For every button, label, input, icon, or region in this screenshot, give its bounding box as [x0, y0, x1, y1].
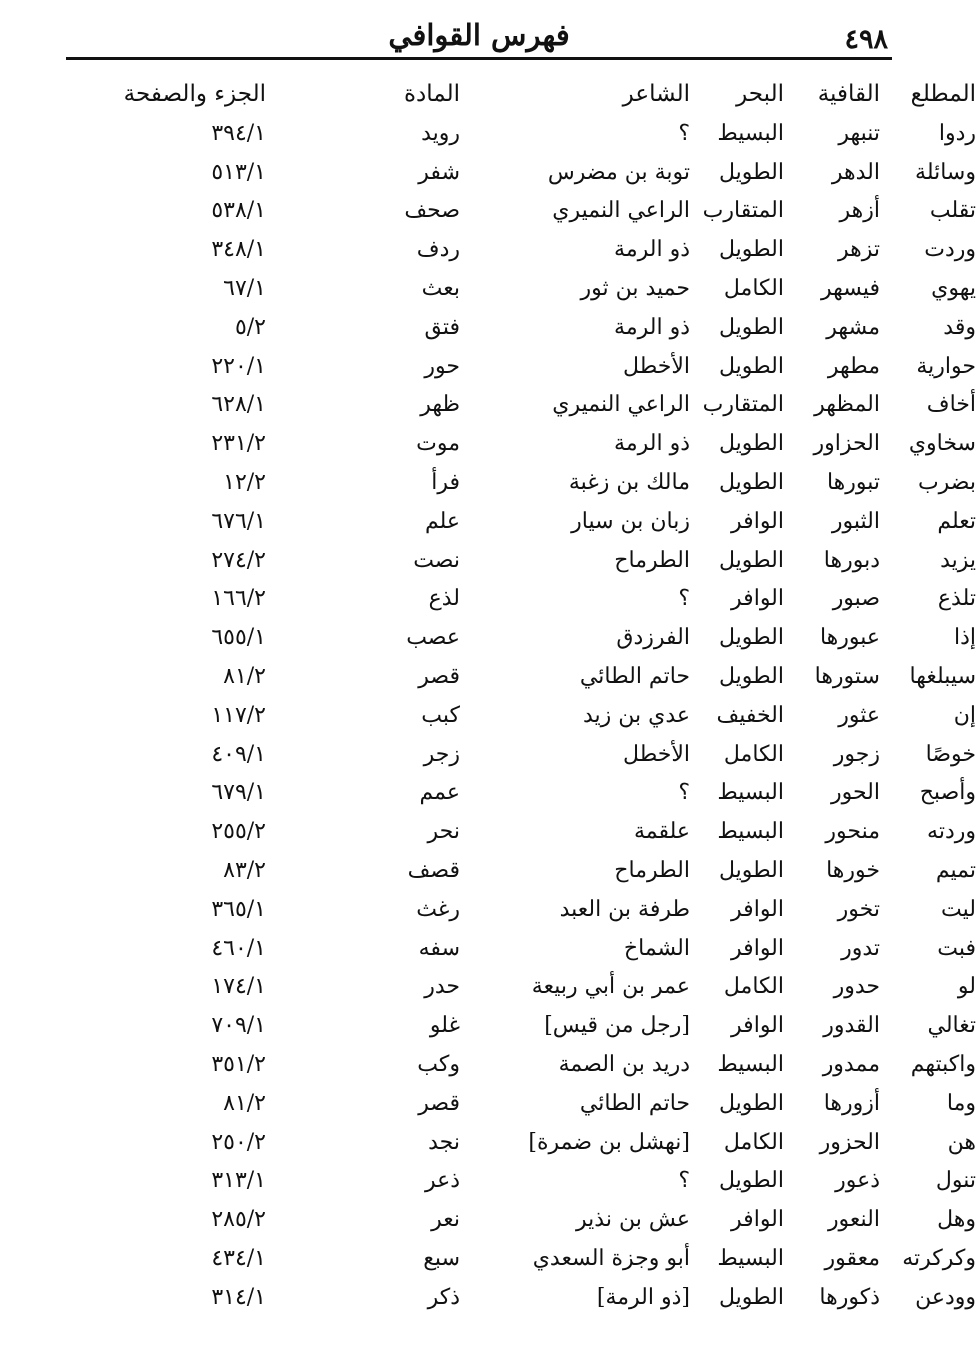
volume-page-cell: ٣٤٨/١	[211, 237, 266, 263]
volume-page-cell: ٦٧٦/١	[211, 508, 266, 534]
volume-page-cell: ١١٧/٢	[211, 702, 266, 728]
volume-page-cell: ٢٧٤/٢	[211, 547, 266, 573]
volume-page-cell: ٣١٤/١	[211, 1284, 266, 1310]
meter-cell: الطويل	[718, 470, 784, 496]
volume-page-cell: ٣٥١/٢	[211, 1052, 266, 1078]
root-cell: موت	[416, 431, 460, 457]
rhyme-cell: زجور	[833, 741, 880, 767]
rhyme-cell: خورها	[826, 858, 880, 884]
root-cell: عمم	[419, 780, 460, 806]
root-cell: ذعر	[424, 1168, 460, 1194]
table-row	[66, 696, 976, 735]
opening-cell: بضرب	[917, 470, 976, 496]
opening-cell: تعلم	[937, 508, 976, 534]
root-cell: صحف	[404, 198, 460, 224]
poet-cell: مالك بن زغبة	[568, 470, 690, 496]
volume-page-cell: ٨٣/٢	[223, 858, 266, 884]
header-rule	[66, 57, 892, 60]
poet-cell: ؟	[678, 780, 690, 806]
opening-cell: تغالي	[927, 1013, 976, 1039]
table-row	[66, 1200, 976, 1239]
meter-cell: الوافر	[731, 935, 784, 961]
rhyme-cell: أزهر	[839, 198, 880, 224]
table-row	[66, 890, 976, 929]
table-row	[66, 580, 976, 619]
rhyme-cell: معقور	[824, 1246, 880, 1271]
poet-cell: حاتم الطائي	[579, 1090, 690, 1116]
volume-page-cell: ٦٧٩/١	[211, 780, 266, 806]
root-cell: نعر	[431, 1207, 460, 1233]
poet-cell: الراعي النميري	[552, 198, 690, 224]
opening-cell: وقد	[943, 314, 976, 340]
root-cell: عصب	[406, 625, 460, 651]
meter-cell: المتقارب	[702, 392, 784, 418]
meter-cell: الطويل	[718, 431, 784, 457]
opening-cell: ليت	[941, 896, 976, 922]
table-row	[66, 735, 976, 774]
meter-cell: الطويل	[718, 237, 784, 263]
meter-cell: البسيط	[717, 780, 784, 806]
root-cell: فرأ	[431, 470, 460, 496]
table-row	[66, 774, 976, 813]
opening-cell: تقلب	[929, 198, 976, 224]
meter-cell: الكامل	[723, 974, 784, 1000]
column-header-opening: المطلع	[910, 81, 976, 107]
opening-cell: تنول	[935, 1168, 976, 1194]
root-cell: ظهر	[420, 392, 460, 418]
opening-cell: وسائلة	[915, 159, 976, 185]
page-header	[66, 14, 892, 60]
meter-cell: الكامل	[723, 1129, 784, 1155]
meter-cell: الوافر	[731, 896, 784, 922]
volume-page-cell: ٥/٢	[234, 314, 266, 340]
root-cell: فتق	[424, 314, 460, 340]
table-row	[66, 1084, 976, 1123]
root-cell: قصف	[407, 858, 460, 884]
rhyme-cell: الثبور	[831, 508, 880, 534]
rhyme-cell: المظهر	[814, 392, 880, 418]
table-row	[66, 1006, 976, 1045]
rhyme-cell: النعور	[827, 1207, 880, 1233]
opening-cell: لو	[957, 974, 976, 1000]
rhyme-cell: فيسهر	[820, 276, 880, 302]
poet-cell: الأخطل	[623, 353, 690, 379]
rhyme-cell: تبورها	[826, 470, 880, 496]
opening-cell: حوارية	[916, 353, 976, 379]
poet-cell: [نهشل بن ضمرة]	[528, 1129, 690, 1155]
opening-cell: ردوا	[938, 120, 976, 146]
poet-cell: حاتم الطائي	[579, 664, 690, 690]
meter-cell: المتقارب	[702, 198, 784, 224]
rhyme-cell: الحور	[830, 780, 880, 806]
opening-cell: وهل	[937, 1207, 976, 1233]
opening-cell: يهوي	[931, 276, 976, 302]
rhyme-cell: منحور	[825, 819, 880, 845]
opening-cell: أخاف	[926, 392, 976, 418]
volume-page-cell: ٢٨٥/٢	[211, 1207, 266, 1233]
table-row	[66, 657, 976, 696]
opening-cell: وردته	[927, 819, 976, 845]
volume-page-cell: ٦٥٥/١	[211, 625, 266, 651]
table-row	[66, 541, 976, 580]
meter-cell: الخفيف	[716, 702, 784, 728]
meter-cell: الكامل	[723, 741, 784, 767]
meter-cell: الطويل	[718, 1168, 784, 1194]
meter-cell: الوافر	[731, 1013, 784, 1039]
table-row	[66, 308, 976, 347]
column-header-root: المادة	[404, 81, 460, 107]
rhyme-cell: عثور	[838, 702, 880, 728]
root-cell: نصت	[413, 547, 460, 573]
table-row	[66, 347, 976, 386]
opening-cell: وكركرته	[902, 1246, 976, 1271]
poet-cell: حميد بن ثور	[580, 276, 690, 302]
volume-page-cell: ٥١٣/١	[211, 159, 266, 185]
root-cell: سفه	[418, 935, 460, 961]
root-cell: زجر	[423, 741, 460, 767]
opening-cell: واكبتهم	[910, 1052, 976, 1078]
rhyme-cell: مشهر	[826, 314, 880, 340]
rhyme-cell: عبورها	[819, 625, 880, 651]
column-header-volume-page: الجزء والصفحة	[123, 81, 266, 107]
table-row	[66, 1123, 976, 1162]
table-row	[66, 269, 976, 308]
opening-cell: إذا	[953, 625, 976, 651]
root-cell: حدر	[424, 974, 460, 1000]
opening-cell: سيبلغها	[909, 664, 976, 690]
volume-page-cell: ١٦٦/٢	[211, 586, 266, 612]
poet-cell: الراعي النميري	[552, 392, 690, 418]
table-row	[66, 463, 976, 502]
rhyme-cell: ممدور	[822, 1052, 880, 1078]
meter-cell: الطويل	[718, 353, 784, 379]
opening-cell: إن	[953, 702, 976, 728]
poet-cell: [ذو الرمة]	[596, 1284, 690, 1310]
volume-page-cell: ٦٢٨/١	[211, 392, 266, 418]
rhyme-cell: تخور	[837, 896, 880, 922]
table-row	[66, 230, 976, 269]
root-cell: ذكر	[427, 1284, 460, 1310]
root-cell: قصر	[418, 664, 460, 690]
rhyme-cell: صبور	[832, 586, 880, 612]
meter-cell: البسيط	[717, 819, 784, 845]
opening-cell: وما	[946, 1090, 976, 1116]
rhyme-cell: القدور	[823, 1013, 880, 1039]
meter-cell: الطويل	[718, 547, 784, 573]
poet-cell: دريد بن الصمة	[558, 1052, 690, 1078]
column-header-rhyme: القافية	[817, 81, 880, 107]
table-row	[66, 851, 976, 890]
poet-cell: ؟	[678, 1168, 690, 1194]
opening-cell: وردت	[924, 237, 976, 263]
opening-cell: تميم	[935, 858, 976, 884]
table-row	[66, 1045, 976, 1084]
rhyme-cell: ذكورها	[819, 1284, 880, 1310]
poet-cell: ذو الرمة	[614, 314, 690, 340]
table-header-row	[66, 74, 976, 114]
rhyme-cell: تنبهر	[838, 120, 880, 146]
root-cell: نحر	[427, 819, 460, 845]
poet-cell: ؟	[678, 120, 690, 146]
root-cell: سبع	[423, 1246, 460, 1271]
volume-page-cell: ٧٠٩/١	[211, 1013, 266, 1039]
poet-cell: ؟	[678, 586, 690, 612]
volume-page-cell: ٤٦٠/١	[211, 935, 266, 961]
root-cell: رغث	[416, 896, 460, 922]
rhyme-cell: الحزاور	[813, 431, 880, 457]
volume-page-cell: ١٢/٢	[223, 470, 266, 496]
rhyme-cell: مطهر	[827, 353, 880, 379]
poet-cell: [رجل من قيس]	[544, 1013, 690, 1039]
root-cell: نجد	[428, 1129, 460, 1155]
running-title: فهرس القوافي	[388, 18, 570, 52]
meter-cell: الوافر	[731, 1207, 784, 1233]
rhyme-cell: ذعور	[835, 1168, 880, 1194]
root-cell: كبب	[421, 702, 460, 728]
table-row	[66, 1162, 976, 1201]
volume-page-cell: ٢٢٠/١	[211, 353, 266, 379]
poet-cell: توبة بن مضرس	[547, 159, 690, 185]
table-row	[66, 812, 976, 851]
volume-page-cell: ٢٥٠/٢	[211, 1129, 266, 1155]
rhyme-cell: تزهر	[837, 237, 880, 263]
table-row	[66, 1239, 976, 1278]
opening-cell: تلذع	[937, 586, 976, 612]
meter-cell: الطويل	[718, 858, 784, 884]
volume-page-cell: ٨١/٢	[223, 1090, 266, 1116]
table-body	[66, 114, 976, 1317]
poet-cell: عش بن نذير	[576, 1207, 690, 1233]
root-cell: غلو	[429, 1013, 460, 1039]
rhymes-index-table	[66, 74, 976, 1317]
volume-page-cell: ٣٩٤/١	[211, 120, 266, 146]
table-row	[66, 1278, 976, 1317]
poet-cell: طرفة بن العبد	[559, 896, 690, 922]
opening-cell: وودعن	[915, 1284, 976, 1310]
rhyme-cell: دبورها	[823, 547, 880, 573]
poet-cell: عدي بن زيد	[582, 702, 690, 728]
meter-cell: البسيط	[717, 120, 784, 146]
root-cell: شفر	[418, 159, 460, 185]
root-cell: ردف	[416, 237, 460, 263]
root-cell: حور	[424, 353, 460, 379]
rhyme-cell: الحزور	[819, 1129, 880, 1155]
meter-cell: الوافر	[731, 586, 784, 612]
poet-cell: زبان بن سيار	[571, 508, 690, 534]
volume-page-cell: ٤٠٩/١	[211, 741, 266, 767]
table-row	[66, 424, 976, 463]
volume-page-cell: ١٧٤/١	[211, 974, 266, 1000]
root-cell: قصر	[418, 1090, 460, 1116]
table-row	[66, 153, 976, 192]
meter-cell: الطويل	[718, 664, 784, 690]
meter-cell: البسيط	[717, 1052, 784, 1078]
poet-cell: عمر بن أبي ربيعة	[531, 974, 690, 1000]
poet-cell: أبو وجزة السعدي	[532, 1246, 690, 1271]
opening-cell: فبت	[937, 935, 976, 961]
root-cell: رويد	[421, 120, 460, 146]
table-row	[66, 618, 976, 657]
rhyme-cell: تدور	[841, 935, 880, 961]
poet-cell: ذو الرمة	[614, 431, 690, 457]
volume-page-cell: ٢٣١/٢	[211, 431, 266, 457]
poet-cell: علقمة	[633, 819, 690, 845]
meter-cell: الطويل	[718, 314, 784, 340]
table-row	[66, 968, 976, 1007]
table-row	[66, 192, 976, 231]
poet-cell: الطرماح	[614, 858, 690, 884]
root-cell: بعث	[421, 276, 460, 302]
page-number: ٤٩٨	[844, 24, 888, 55]
meter-cell: الوافر	[731, 508, 784, 534]
poet-cell: الأخطل	[623, 741, 690, 767]
volume-page-cell: ٦٧/١	[223, 276, 266, 302]
meter-cell: الكامل	[723, 276, 784, 302]
meter-cell: الطويل	[718, 625, 784, 651]
rhyme-cell: أزورها	[823, 1090, 880, 1116]
root-cell: علم	[424, 508, 460, 534]
opening-cell: يزيد	[940, 547, 976, 573]
rhyme-cell: حدور	[833, 974, 880, 1000]
rhyme-cell: ستورها	[814, 664, 880, 690]
volume-page-cell: ٤٣٤/١	[211, 1246, 266, 1271]
column-header-poet: الشاعر	[622, 81, 690, 107]
poet-cell: الشماخ	[623, 935, 690, 961]
opening-cell: هن	[947, 1129, 976, 1155]
opening-cell: سخاوي	[908, 431, 976, 457]
volume-page-cell: ٢٥٥/٢	[211, 819, 266, 845]
poet-cell: الطرماح	[614, 547, 690, 573]
poet-cell: ذو الرمة	[614, 237, 690, 263]
table-row	[66, 929, 976, 968]
volume-page-cell: ٣٦٥/١	[211, 896, 266, 922]
root-cell: وكب	[417, 1052, 460, 1078]
meter-cell: الطويل	[718, 159, 784, 185]
poet-cell: الفرزدق	[616, 625, 690, 651]
volume-page-cell: ٥٣٨/١	[211, 198, 266, 224]
opening-cell: وأصبح	[919, 780, 976, 806]
table-row	[66, 386, 976, 425]
table-row	[66, 114, 976, 153]
volume-page-cell: ٨١/٢	[223, 664, 266, 690]
root-cell: لذع	[428, 586, 460, 612]
meter-cell: الطويل	[718, 1284, 784, 1310]
volume-page-cell: ٣١٣/١	[211, 1168, 266, 1194]
opening-cell: خوصًا	[925, 741, 976, 767]
rhyme-cell: الدهر	[831, 159, 880, 185]
table-row	[66, 502, 976, 541]
meter-cell: الطويل	[718, 1090, 784, 1116]
meter-cell: البسيط	[717, 1246, 784, 1271]
column-header-meter: البحر	[736, 81, 784, 107]
